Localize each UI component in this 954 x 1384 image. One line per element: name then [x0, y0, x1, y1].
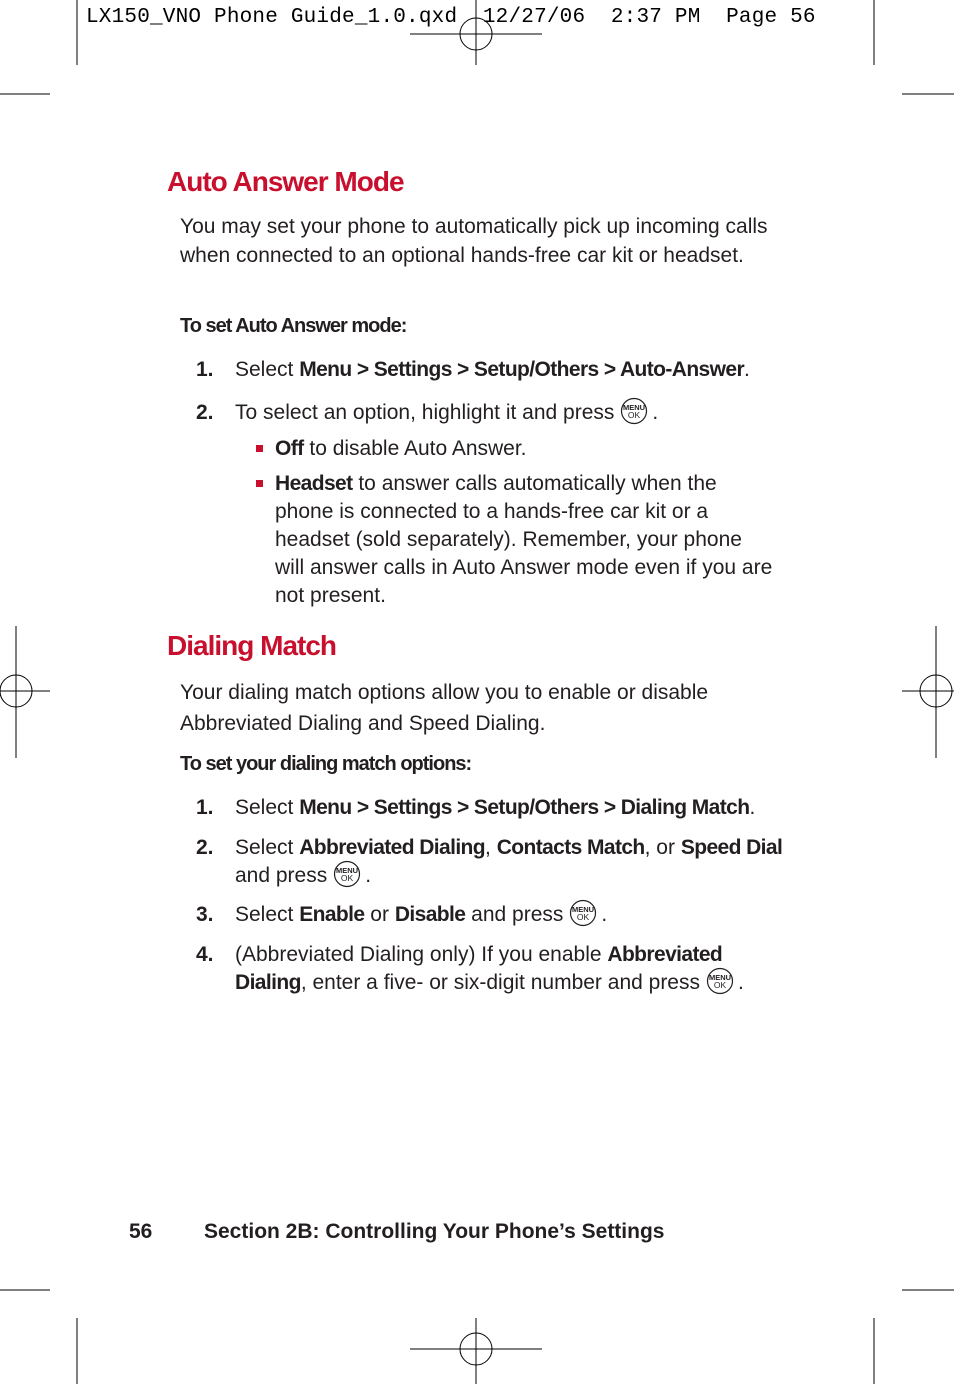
menu-path: Menu > Settings > Setup/Others > Auto-Answer [299, 358, 745, 381]
section-title-auto-answer: Auto Answer Mode [167, 166, 404, 197]
dialing-match-intro: Your dialing match options allow you to enable or disable Abbreviated Dialing and Speed Dialing. [180, 681, 709, 735]
bullet-square-icon [256, 445, 263, 452]
menu-ok-key-icon [333, 860, 361, 888]
auto-answer-lead: To set Auto Answer mode: [180, 315, 407, 337]
bullet-square-icon [256, 480, 263, 487]
menu-ok-key-icon [569, 899, 597, 927]
page-number: 56 [129, 1220, 153, 1243]
auto-answer-intro: You may set your phone to automatically pick up incoming calls when connected to an optional hands-free car kit or headset. [180, 215, 768, 267]
section-title-dialing-match: Dialing Match [167, 630, 337, 661]
section-footer: Section 2B: Controlling Your Phone’s Settings [204, 1220, 665, 1243]
print-slug: LX150_VNO Phone Guide_1.0.qxd 12/27/06 2:37 PM Page 56 [86, 6, 816, 29]
menu-path: Menu > Settings > Setup/Others > Dialing Match [299, 796, 750, 819]
menu-ok-key-icon [706, 967, 734, 995]
menu-ok-key-icon [620, 397, 648, 425]
dialing-match-lead: To set your dialing match options: [180, 753, 472, 775]
